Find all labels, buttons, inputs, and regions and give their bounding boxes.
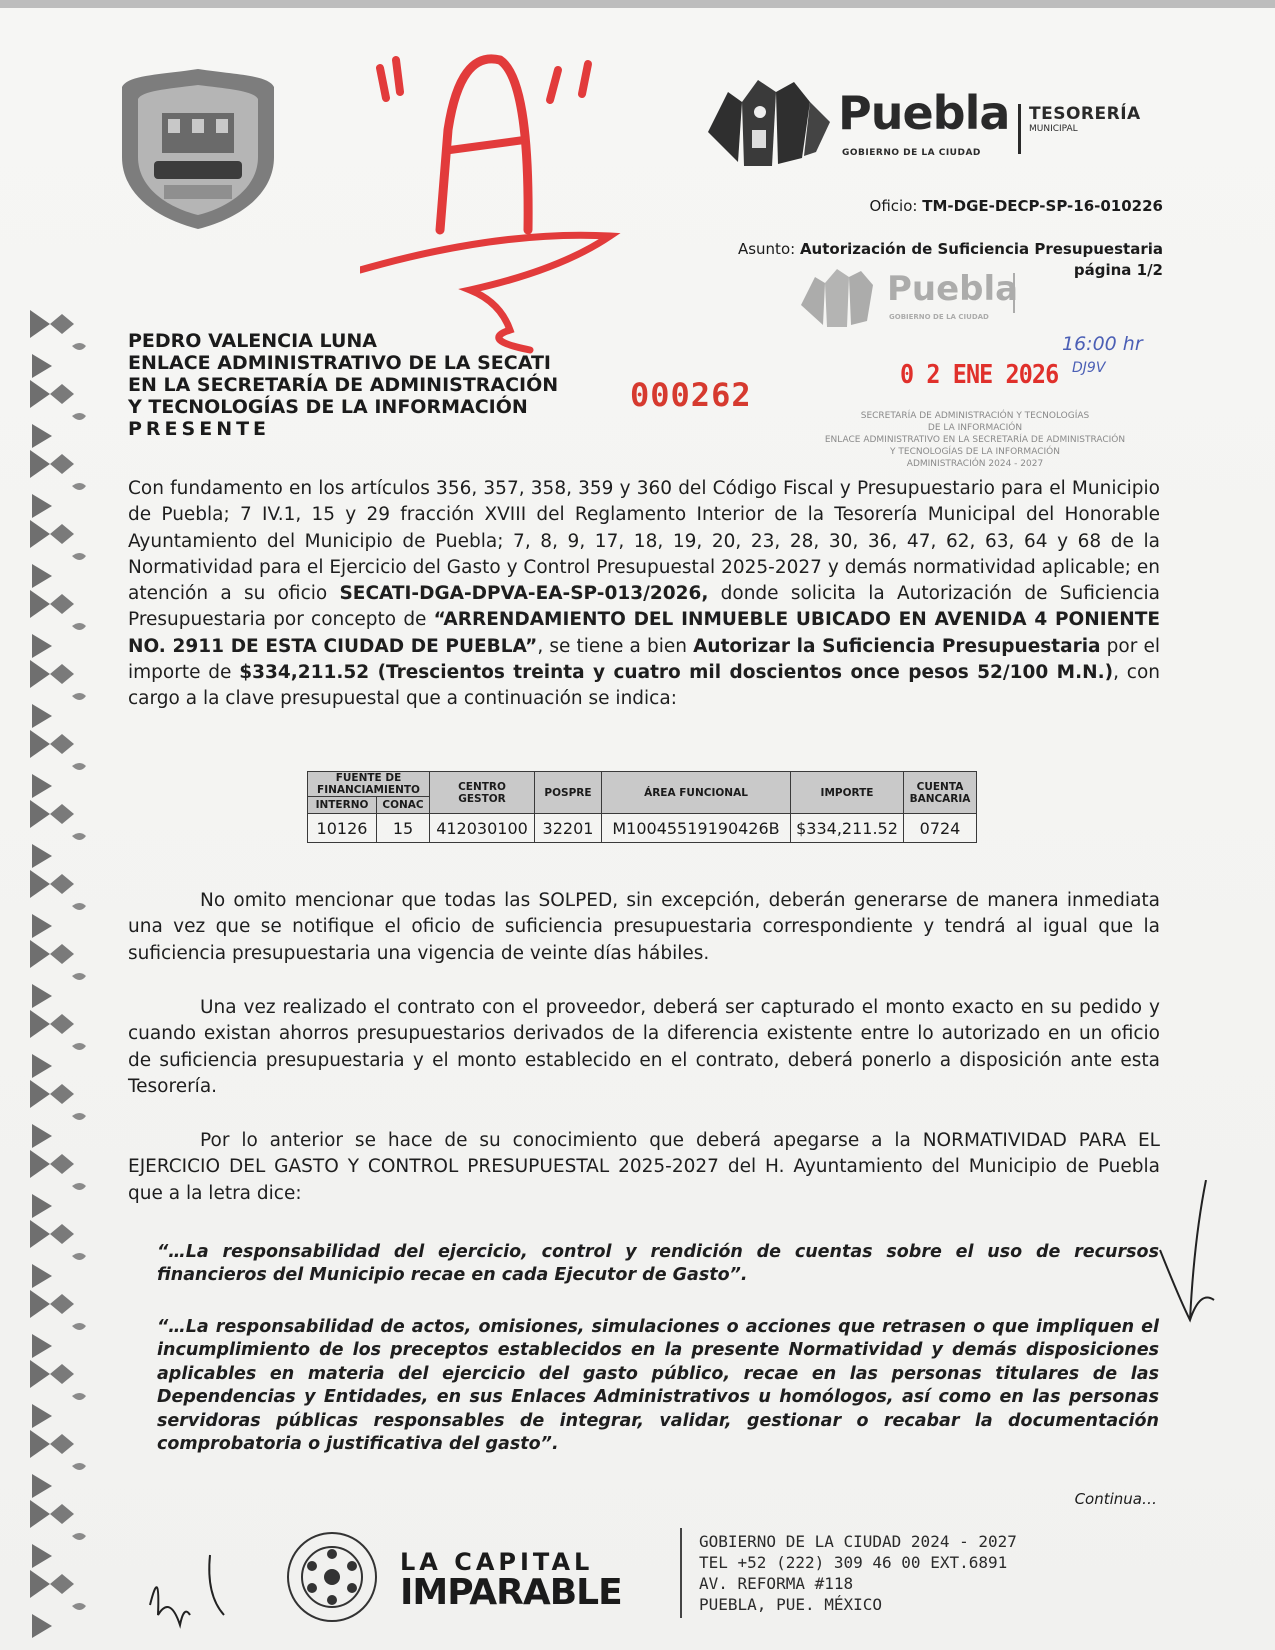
- header-area-funcional: ÁREA FUNCIONAL: [602, 772, 791, 814]
- igualdad-laboral-emblem-icon: [285, 1530, 380, 1625]
- signature-left-icon: [140, 1545, 240, 1635]
- cell-cuenta-bancaria: 0724: [904, 814, 977, 843]
- capital-line: LA CAPITAL: [400, 1548, 594, 1576]
- cell-centro-gestor: 412030100: [430, 814, 535, 843]
- recipient-block: [128, 330, 558, 440]
- stamp-line: ENLACE ADMINISTRATIVO EN LA SECRETARÍA DE ADMINISTRACIÓN: [824, 435, 1126, 445]
- recipient-title-line: EN LA SECRETARÍA DE ADMINISTRACIÓN: [128, 374, 559, 396]
- asunto-label: Asunto:: [737, 240, 796, 258]
- folio-number: 000262: [630, 376, 752, 414]
- scan-top-edge: [0, 0, 1275, 8]
- footer-line: TEL +52 (222) 309 46 00 EXT.6891: [699, 1553, 1008, 1572]
- stamp-line: DE LA INFORMACIÓN: [927, 423, 1023, 433]
- cell-conac: 15: [377, 814, 430, 843]
- cell-pospre: 32201: [535, 814, 602, 843]
- p1-text: Con fundamento en los artículos 356, 357, 358, 359 y 360 del Código Fiscal y Presupuestario para el Municipio de Puebla; 7 IV.1, 15 y 29 fracción XVIII del Reglamento Interior de la Tesorería Municipal del Honorable Ayuntamiento del Municipio de Puebla; 7, 8, 9, 17, 18, 19, 20, 23, 28, 30, 36, 47, 62, 63, 64 y 68 de la Normatividad para el Ejercicio del Gasto y Control Presupuestal 2025-2027 y demás normatividad aplicable; en atención a su oficio: [128, 478, 1160, 605]
- main-paragraph: [128, 476, 1160, 713]
- p1-text: por el importe de: [128, 635, 1160, 684]
- footer-line: AV. REFORMA #118: [699, 1574, 854, 1593]
- header-fuente: FUENTE DE FINANCIAMIENTO: [308, 772, 430, 797]
- presente-label: PRESENTE: [128, 418, 271, 440]
- page-number: página 1/2: [1073, 261, 1163, 279]
- stamp-divider: [1013, 273, 1015, 313]
- cell-area-funcional: M10045519190426B: [602, 814, 791, 843]
- footer-line: GOBIERNO DE LA CIUDAD 2024 - 2027: [699, 1532, 1017, 1551]
- tesoreria-subtitle: MUNICIPAL: [1029, 124, 1078, 134]
- p1-importe: $334,211.52 (Trescientos treinta y cuatro mil doscientos once pesos 52/100 M.N.): [239, 662, 1114, 684]
- header-cuenta-bancaria: CUENTA BANCARIA: [904, 772, 977, 814]
- header-importe: IMPORTE: [791, 772, 904, 814]
- imparable-line: IMPARABLE: [400, 1572, 622, 1613]
- p1-text: , se tiene a bien: [537, 635, 694, 657]
- puebla-logo: [698, 72, 1162, 172]
- capital-imparable-logo: [400, 1548, 622, 1613]
- footer-line: PUEBLA, PUE. MÉXICO: [699, 1595, 883, 1614]
- cell-importe: $334,211.52: [791, 814, 904, 843]
- stamp-wordmark: Puebla: [887, 269, 1019, 309]
- tesoreria-title: TESORERÍA: [1029, 104, 1141, 124]
- stamp-logo-subtitle: GOBIERNO DE LA CIUDAD: [889, 313, 989, 321]
- p1-oficio-ref: SECATI-DGA-DPVA-EA-SP-013/2026,: [339, 583, 709, 605]
- recipient-title-line: ENLACE ADMINISTRATIVO DE LA SECATI: [128, 352, 551, 374]
- oficio-line: [870, 197, 1163, 215]
- quote-responsabilidad-actos: “…La responsabilidad de actos, omisiones, simulaciones o acciones que retrasen o que impliquen el incumplimiento de los preceptos establecidos en la presente Normatividad y demás disposiciones aplicables en materia del ejercicio del gasto público, recae en las personas titulares de las Dependencias y Entidades, en sus Enlaces Administrativos u homólogos, así como en las personas servidoras públicas responsables de integrar, validar, gestionar o recabar la documentación comprobatoria o justificativa del gasto”.: [157, 1317, 1159, 1455]
- budget-table: [307, 771, 977, 843]
- paragraph-normatividad: Por lo anterior se hace de su conocimiento que deberá apegarse a la NORMATIVIDAD PARA EL EJERCICIO DEL GASTO Y CONTROL PRESUPUESTAL 2025-2027 del H. Ayuntamiento del Municipio de Puebla que a la letra dice:: [128, 1130, 1160, 1204]
- quote-responsabilidad-ejercicio: “…La responsabilidad del ejercicio, control y rendición de cuentas sobre el uso de recursos financieros del Municipio recae en cada Ejecutor de Gasto”.: [157, 1242, 1159, 1286]
- asunto-value: Autorización de Suficiencia Presupuestaria: [799, 240, 1163, 258]
- logo-subtitle: GOBIERNO DE LA CIUDAD: [842, 148, 981, 158]
- p1-text: donde solicita la Autorización de Suficiencia Presupuestaria por concepto de: [128, 583, 1160, 631]
- oficio-label: Oficio:: [869, 197, 918, 215]
- table-row: [308, 814, 977, 843]
- oficio-number: TM-DGE-DECP-SP-16-010226: [922, 197, 1163, 215]
- p1-autorizar: Autorizar la Suficiencia Presupuestaria: [693, 635, 1101, 657]
- reception-stamp-logo: [795, 265, 1125, 330]
- municipal-seal-icon: [118, 65, 278, 233]
- signature-right-icon: [1150, 1180, 1220, 1360]
- stamp-line: ADMINISTRACIÓN 2024 - 2027: [906, 459, 1044, 469]
- puebla-emblem-icon: [698, 72, 833, 172]
- continua-label: Continua…: [1074, 1490, 1157, 1508]
- recipient-title-line: Y TECNOLOGÍAS DE LA INFORMACIÓN: [128, 396, 528, 418]
- recipient-name: PEDRO VALENCIA LUNA: [128, 330, 377, 352]
- stamp-line: Y TECNOLOGÍAS DE LA INFORMACIÓN: [890, 447, 1060, 457]
- reception-date-stamp: 0 2 ENE 2026: [900, 360, 1059, 390]
- header-interno: INTERNO: [308, 797, 377, 814]
- reception-stamp-text: [790, 410, 1160, 470]
- header-pospre: POSPRE: [535, 772, 602, 814]
- handwritten-initials: DJ9V: [1072, 360, 1106, 376]
- stamp-line: SECRETARÍA DE ADMINISTRACIÓN Y TECNOLOGÍAS: [860, 411, 1090, 421]
- header-conac: CONAC: [377, 797, 430, 814]
- logo-wordmark: Puebla: [838, 86, 1010, 140]
- footer-divider: [680, 1528, 682, 1618]
- tesoreria-box: [1018, 104, 1169, 154]
- cell-interno: 10126: [308, 814, 377, 843]
- handwritten-a-mark-icon: [360, 40, 660, 360]
- paragraph-contrato: Una vez realizado el contrato con el proveedor, deberá ser capturado el monto exacto en su pedido y cuando existan ahorros presupuestarios derivados de la diferencia existente entre lo autorizado en un oficio de suficiencia presupuestaria y el monto establecido en el contrato, deberá ponerlo a disposición ante esta Tesorería.: [128, 997, 1160, 1097]
- p1-text: , con cargo a la clave presupuestal que a continuación se indica:: [128, 662, 1160, 710]
- header-centro-gestor: CENTRO GESTOR: [430, 772, 535, 814]
- handwritten-time: 16:00 hr: [1062, 333, 1143, 355]
- handwritten-letter: [0, 0, 1, 1]
- footer-contact: [699, 1531, 1017, 1615]
- stamp-emblem-icon: [795, 265, 885, 330]
- p1-concepto: “ARRENDAMIENTO DEL INMUEBLE UBICADO EN AVENIDA 4 PONIENTE NO. 2911 DE ESTA CIUDAD DE PUEBLA”: [128, 609, 1160, 657]
- decorative-border-icon: [22, 310, 92, 1640]
- paragraph-solped: No omito mencionar que todas las SOLPED, sin excepción, deberán generarse de manera inmediata una vez que se notifique el oficio de suficiencia presupuestaria correspondiente y tendrá al igual que la suficiencia presupuestaria una vigencia de veinte días hábiles.: [128, 890, 1160, 964]
